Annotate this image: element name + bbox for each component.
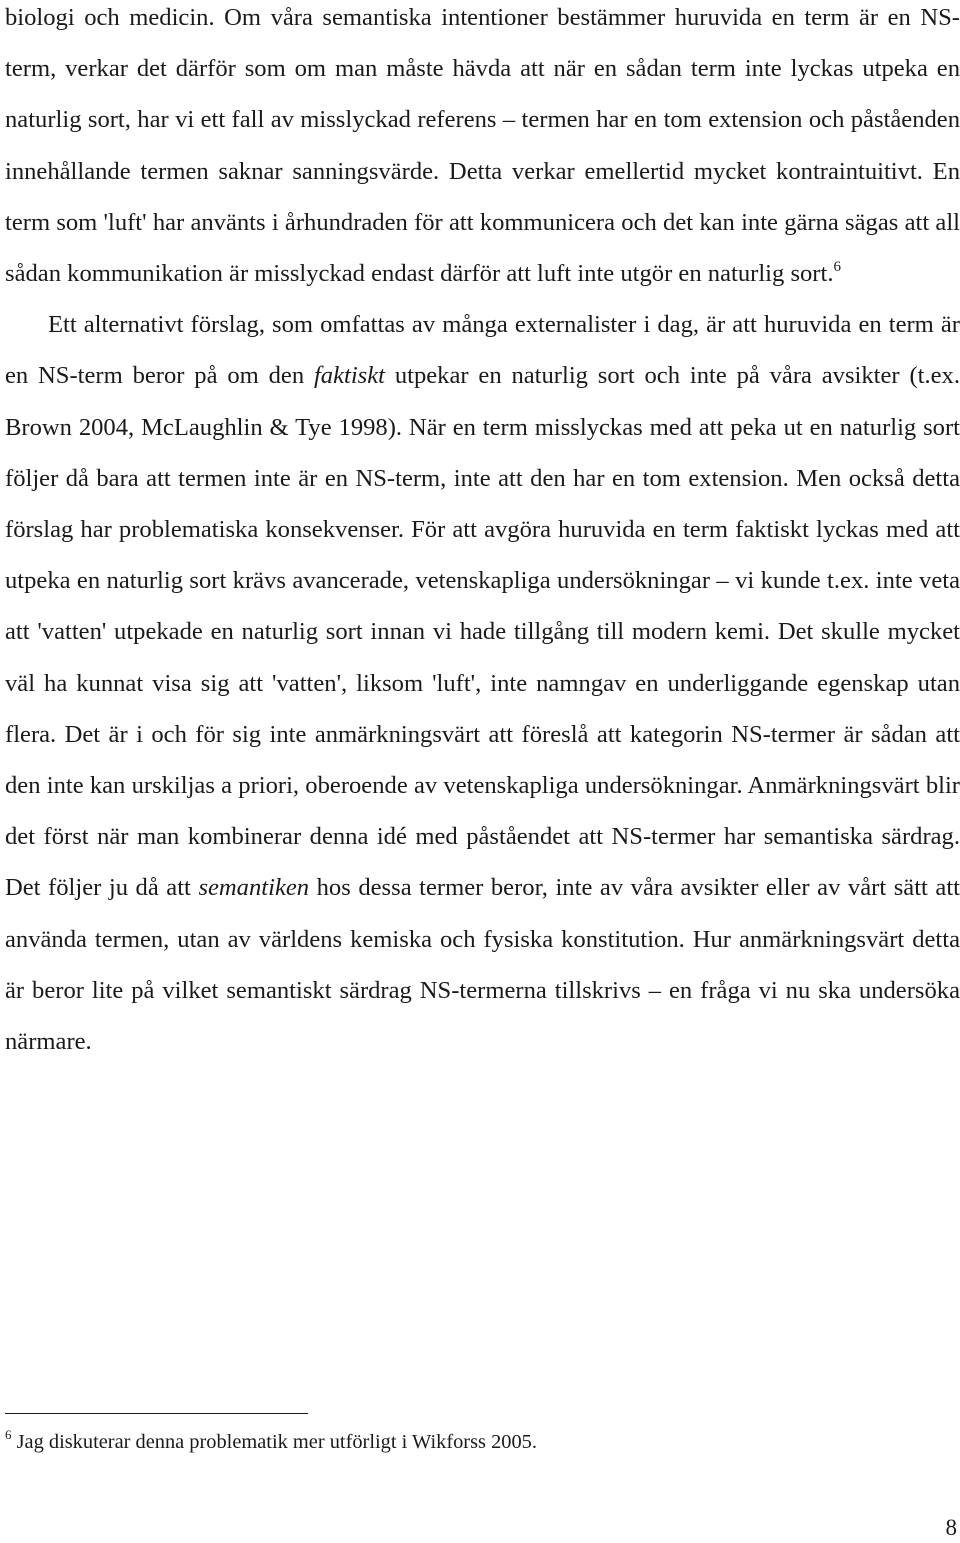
footnote-text: Jag diskuterar denna problematik mer utförligt i Wikforss 2005. xyxy=(11,1431,537,1453)
footnote-mark: 6 xyxy=(5,1427,12,1442)
footnote-reference: 6 xyxy=(833,259,841,276)
paragraph-2-text-b: utpekar en naturlig sort och inte på våra avsikter (t.ex. Brown 2004, McLaughlin & Tye 1998). När en term misslyckas med att peka ut en naturlig sort följer då bara att termen inte är en NS-term, inte att den har en tom extension. Men också detta förslag har problematiska konsekvenser. För att avgöra huruvida en term faktiskt lyckas med att utpeka en naturlig sort krävs avancerade, vetenskapliga undersökningar – vi kunde t.ex. inte veta att 'vatten' utpekade en naturlig sort innan vi hade tillgång till modern kemi. Det skulle mycket väl ha kunnat visa sig att 'vatten', liksom 'luft', inte namngav en underliggande egenskap utan flera. Det är i och för sig inte anmärkningsvärt att föreslå att kategorin NS-termer är sådan att den inte kan urskiljas a priori, oberoende av vetenskapliga undersökningar. Anmärkningsvärt blir det först när man kombinerar denna idé med påståendet att NS-termer har semantiska särdrag. Det följer ju då att xyxy=(5,362,960,902)
paragraph-2-italic-b: semantiken xyxy=(198,874,310,902)
page-number: 8 xyxy=(945,1515,957,1540)
paragraph-2 xyxy=(5,299,960,1067)
paragraph-1-text: biologi och medicin. Om våra semantiska intentioner bestämmer huruvida en term är en NS-term, verkar det därför som om man måste hävda att när en sådan term inte lyckas utpeka en naturlig sort, har vi ett fall av misslyckad referens – termen har en tom extension och påståenden innehållande termen saknar sanningsvärde. Detta verkar emellertid mycket kontraintuitivt. En term som 'luft' har använts i århundraden för att kommunicera och det kan inte gärna sägas att all sådan kommunikation är misslyckad endast därför att luft inte utgör en naturlig sort. xyxy=(5,4,960,288)
footnote-divider xyxy=(5,1413,308,1414)
paragraph-2-text-c: hos dessa termer beror, inte av våra avsikter eller av vårt sätt att använda termen, utan av världens kemiska och fysiska konstitution. Hur anmärkningsvärt detta är beror lite på vilket semantiskt särdrag NS-termerna tillskrivs – en fråga vi nu ska undersöka närmare. xyxy=(5,874,960,1056)
paragraph-2-text-a: Ett alternativt förslag, som omfattas av många externalister i dag, är att huruvida en term är en NS-term beror på om den xyxy=(5,311,960,390)
paragraph-2-italic-a: faktiskt xyxy=(313,362,385,390)
body-text xyxy=(5,0,960,1067)
paragraph-1 xyxy=(5,0,960,299)
footnote xyxy=(5,1426,945,1458)
